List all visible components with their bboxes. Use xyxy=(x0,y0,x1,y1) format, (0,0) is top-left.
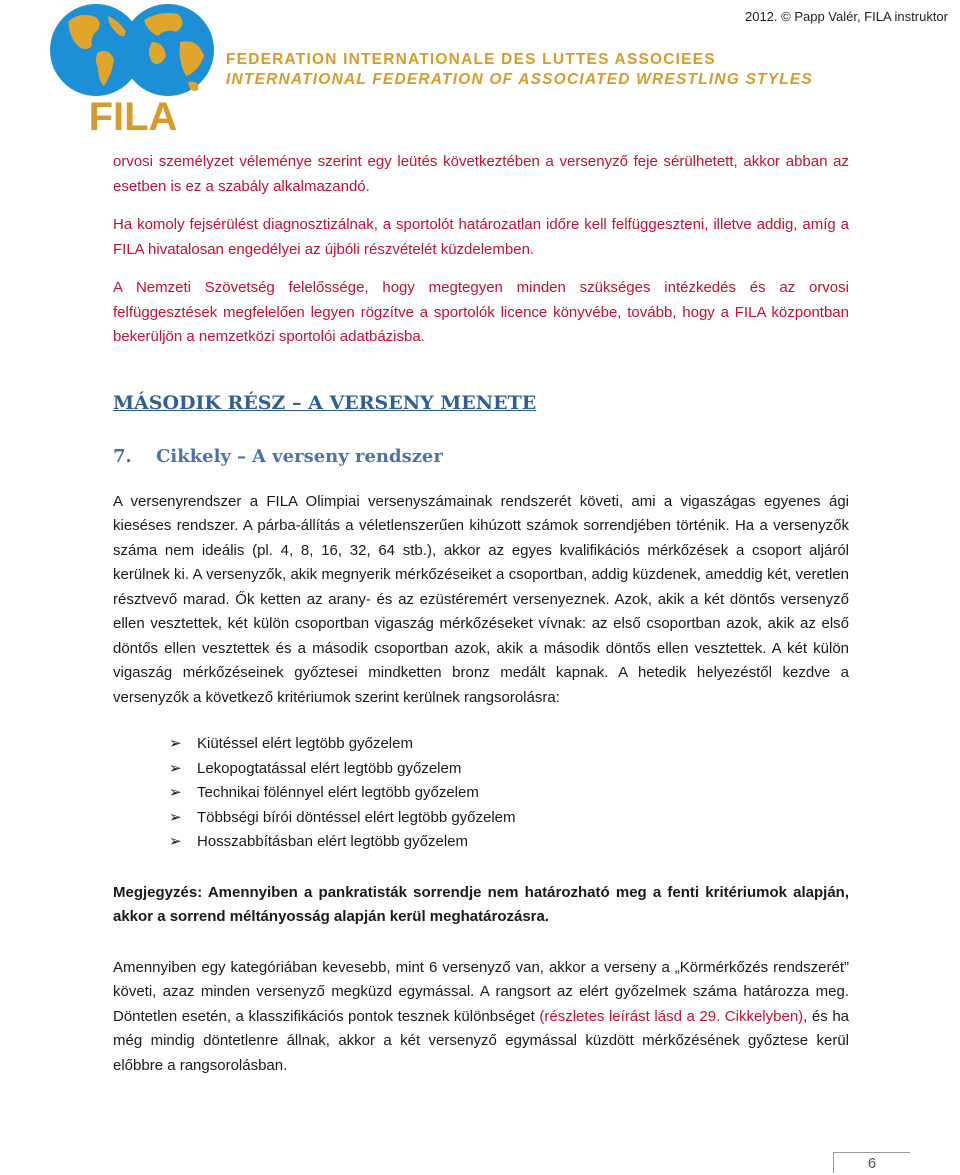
note-paragraph: Megjegyzés: Amennyiben a pankratisták sorrendje nem határozható meg a fenti kritériumok alapján, akkor a sorrend méltányosság alapján kerül meghatározásra. xyxy=(113,883,849,925)
article-reference: (részletes leírást lásd a 29. Cikkelyben) xyxy=(539,1007,804,1025)
document-body xyxy=(113,150,849,1078)
article-name: A verseny rendszer xyxy=(251,445,443,467)
org-names xyxy=(226,50,813,90)
arrow-bullet-icon: ➢ xyxy=(169,759,182,777)
paragraph-1: orvosi személyzet véleménye szerint egy leütés következtében a versenyző feje sérülhetett, akkor abban az esetben is ez a szabály alkalmazandó. xyxy=(113,153,849,195)
paragraph-3: A Nemzeti Szövetség felelőssége, hogy megtegyen minden szükséges intézkedés és az orvosi felfüggesztések megfelelően legyen rögzítve a sportolók licence könyvébe, tovább, hogy a FILA központban bekerüljön a nemzetközi sportolói adatbázisba. xyxy=(113,279,849,345)
arrow-bullet-icon: ➢ xyxy=(169,735,182,752)
paragraph-4: A versenyrendszer a FILA Olimpiai versenyszámainak rendszerét követi, ami a vigaszágas egyenes ági kieséses rendszer. A párba-állítás a véletlenszerűen kihúzott számok sorrendjében történik. Ha a versenyzők száma nem ideális (pl. 4, 8, 16, 32, 64 stb.), akkor az egyes kvalifikációs mérkőzések a csoport aljáról kerülnek ki. A versenyzők, akik megnyerik mérkőzéseiket a csoportban, addig küzdenek, ameddig két, veretlen résztvevő marad. Ők ketten az arany- és az ezüstéremért versenyeznek. Azok, akik a két döntős versenyző ellen vesztettek, két külön csoportban vigaszág mérkőzéseket vívnak: az első csoportban azok, akik az első döntős ellen vesztettek és a második csoportban azok, akik a második döntős ellen vesztettek. A két külön vigaszág mérkőzéseinek győztesei mindketten bronz medált kapnak. A hetedik helyezéstől kezdve a versenyzők a következő kritériumok szerint kerülnek rangsorolásra: xyxy=(113,492,849,706)
article-number: 7. xyxy=(113,445,132,467)
paragraph-5: Amennyiben egy kategóriában kevesebb, mint 6 versenyző van, akkor a verseny a „Körmérkőzés rendszerét” követi, azaz minden versenyző megküzd egymással. A rangsort az elért győzelmek száma határozza meg. Döntetlen esetén, a klasszifikációs pontok tesznek különbséget (részletes leírást lásd a 29. Cikkelyben), és ha még mindig döntetlenre állnak, akkor a két versenyző egymással küzdött mérkőzésének győztese kerül előbbre a rangsorolásban. xyxy=(113,958,850,1074)
list-item: ➢ Kiütéssel elért legtöbb győzelem xyxy=(169,732,849,757)
fila-globe-icon xyxy=(48,2,218,134)
paragraph-2: Ha komoly fejsérülést diagnosztizálnak, a sportolót határozatlan időre kell felfüggeszteni, illetve addig, amíg a FILA hivatalosan engedélyei az újbóli részvételét küzdelemben. xyxy=(113,216,849,258)
list-item: ➢ Többségi bírói döntéssel elért legtöbb győzelem xyxy=(169,806,849,831)
arrow-bullet-icon: ➢ xyxy=(169,833,182,850)
arrow-bullet-icon: ➢ xyxy=(169,808,182,826)
svg-text:FILA: FILA xyxy=(88,95,178,134)
article-title xyxy=(113,444,849,470)
section-title: MÁSODIK RÉSZ – A VERSENY MENETE xyxy=(113,391,537,414)
article-word: Cikkely xyxy=(156,445,231,467)
org-name-english: INTERNATIONAL FEDERATION OF ASSOCIATED WRESTLING STYLES xyxy=(226,71,813,88)
criteria-list xyxy=(169,732,849,855)
header-note: 2012. © Papp Valér, FILA instruktor xyxy=(744,9,948,24)
article-dash: – xyxy=(236,445,246,467)
list-item: ➢ Hosszabbításban elért legtöbb győzelem xyxy=(169,830,849,855)
arrow-bullet-icon: ➢ xyxy=(169,784,182,801)
fila-logo xyxy=(48,2,218,134)
list-item: ➢ Lekopogtatással elért legtöbb győzelem xyxy=(169,757,849,782)
page-number: 6 xyxy=(833,1152,910,1173)
org-name-french: FEDERATION INTERNATIONALE DES LUTTES ASSOCIEES xyxy=(226,51,716,68)
list-item: ➢ Technikai fölénnyel elért legtöbb győzelem xyxy=(169,781,849,806)
